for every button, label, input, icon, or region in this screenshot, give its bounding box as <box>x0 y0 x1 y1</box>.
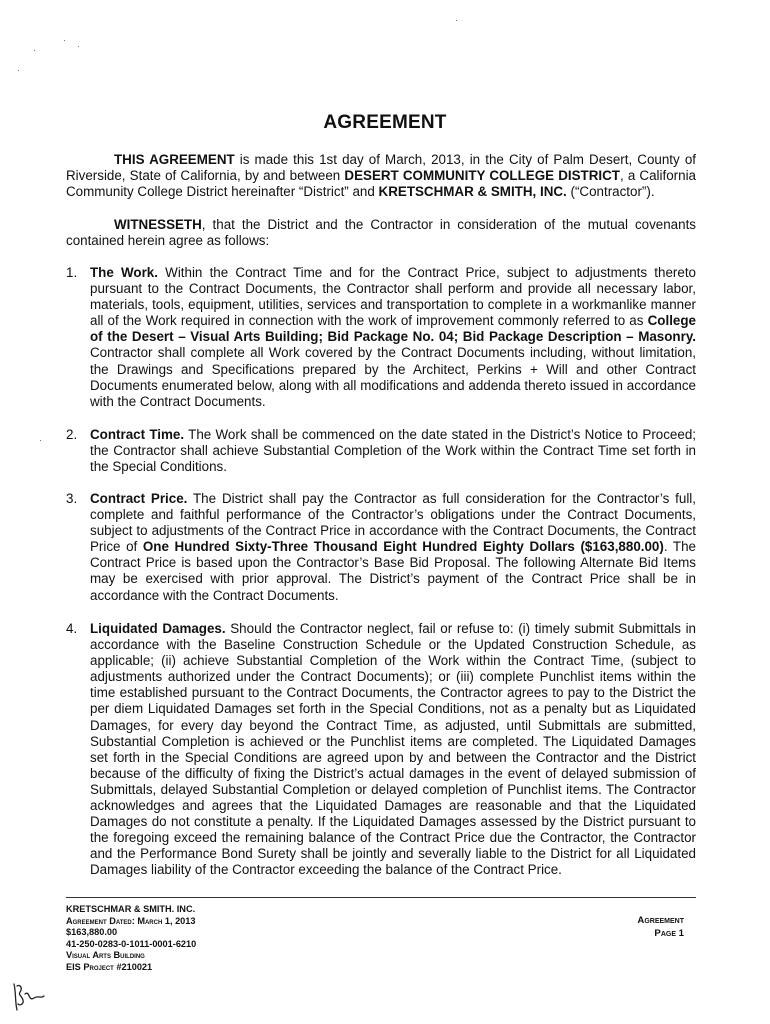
handwritten-initials <box>8 980 48 1012</box>
project-name: College of the Desert – Visual Arts Building; Bid Package No. 04; Bid Package Description – Masonry. <box>90 313 696 345</box>
intro-paragraph <box>66 152 696 200</box>
footer-account-number: 41-250-0283-0-1011-0001-6210 <box>66 938 197 949</box>
scan-speck <box>34 50 35 51</box>
footer-contractor: KRETSCHMAR & SMITH. INC. <box>66 904 196 914</box>
intro-text-2: , a California Community College District hereinafter “District” and <box>66 168 696 200</box>
contract-price-amount: One Hundred Sixty-Three Thousand Eight Hundred Eighty Dollars ($163,880.00) <box>142 539 664 555</box>
section-liquidated-damages <box>66 621 696 879</box>
footer-project: EIS Project #210021 <box>66 961 153 972</box>
section-contract-time <box>66 427 696 475</box>
footer-info <box>66 904 196 974</box>
footer-agreement-date: Agreement Dated: March 1, 2013 <box>66 915 196 926</box>
witnesseth-paragraph <box>66 217 696 249</box>
contractor-name: KRETSCHMAR & SMITH, INC. <box>378 184 567 200</box>
footer-page-number: Page 1 <box>654 928 684 939</box>
section-text-1: Within the Contract Time and for the Contract Price, subject to adjustments thereto pursuant to the Contract Documents, the Contractor shall perform and provide all necessary labor, materials, tools, equipment, utilities, services and transportation to complete in a workmanlike manner all of the Work required in connection with the work of improvement commonly referred to as <box>90 265 696 329</box>
scan-speck <box>40 440 41 441</box>
section-text: Should the Contractor neglect, fail or refuse to: (i) timely submit Submittals in accordance with the Baseline Construction Schedule or the Updated Construction Schedule, as applicable; (ii) achieve Substantial Completion of the Work within the Contract Time, (subject to adjustments authorized under the Contract Documents); or (iii) complete Punchlist items within the time established pursuant to the Contract Documents, the Contractor agrees to pay to the District the per diem Liquidated Damages set forth in the Special Conditions, not as a penalty but as Liquidated Damages, for every day beyond the Contract Time, as adjusted, until Submittals are submitted, Substantial Completion is achieved or the Punchlist items are completed. The Liquidated Damages set forth in the Special Conditions are agreed upon by and between the Contractor and the District because of the difficulty of fixing the District’s actual damages in the event of delayed submission of Submittals, delayed Substantial Completion or delayed completion of Punchlist items. The Contractor acknowledges and agrees that the Liquidated Damages are reasonable and that the Liquidated Damages do not constitute a penalty. If the Liquidated Damages assessed by the District pursuant to the foregoing exceed the remaining balance of the Contract Price due the Contractor, the Contractor and the Performance Bond Surety shall be jointly and severally liable to the District for all Liquidated Damages liability of the Contractor exceeding the balance of the Contract Price. <box>90 621 697 878</box>
footer-document-label: Agreement <box>637 915 684 926</box>
scan-speck <box>78 46 79 47</box>
scan-speck <box>18 70 19 71</box>
section-number: 4. <box>66 621 78 636</box>
page-title: AGREEMENT <box>323 112 447 133</box>
footer-page-info <box>637 914 684 940</box>
section-heading: Contract Time. <box>90 427 185 442</box>
section-text: The Work shall be commenced on the date stated in the District’s Notice to Proceed; the Contractor shall achieve Substantial Completion of the Work within the Contract Time set forth in the Special Conditions. <box>90 427 696 475</box>
footer-divider <box>66 897 696 898</box>
scan-speck <box>456 20 457 21</box>
intro-text-3: (“Contractor”). <box>566 184 655 200</box>
section-heading: The Work. <box>90 265 158 280</box>
section-number: 1. <box>66 265 78 280</box>
section-number: 2. <box>66 427 78 442</box>
scan-speck <box>64 40 65 41</box>
section-heading: Liquidated Damages. <box>90 621 226 636</box>
section-heading: Contract Price. <box>90 491 188 506</box>
section-the-work <box>66 265 696 410</box>
section-text-2: . The Contract Price is based upon the Contractor’s Base Bid Proposal. The following Alternate Bid Items may be exercised with prior approval. The District’s payment of the Contract Price shall be in accordance with the Contract Documents. <box>90 539 696 603</box>
witnesseth-text: , that the District and the Contractor in consideration of the mutual covenants contained herein agree as follows: <box>66 217 696 249</box>
district-name: DESERT COMMUNITY COLLEGE DISTRICT <box>344 168 620 184</box>
footer-building: Visual Arts Building <box>66 950 145 961</box>
witnesseth-lead: WITNESSETH <box>114 217 202 232</box>
section-text-2: Contractor shall complete all Work covered by the Contract Documents including, without limitation, the Drawings and Specifications prepared by the Architect, Perkins + Will and other Contract Documents enumerated below, along with all modifications and addenda thereto issued in accordance with the Contract Documents. <box>90 345 696 409</box>
intro-lead: THIS AGREEMENT <box>114 152 235 167</box>
section-contract-price <box>66 491 696 604</box>
footer-amount: $163,880.00 <box>66 927 118 938</box>
section-text-1: The District shall pay the Contractor as full consideration for the Contractor’s full, complete and faithful performance of the Contractor’s obligations under the Contract Documents, subject to adjustments of the Contract Price in accordance with the Contract Documents, the Contract Price of <box>90 491 696 555</box>
section-number: 3. <box>66 491 78 506</box>
intro-text-1: is made this 1st day of March, 2013, in the City of Palm Desert, County of Riverside, State of California, by and between <box>66 152 696 184</box>
